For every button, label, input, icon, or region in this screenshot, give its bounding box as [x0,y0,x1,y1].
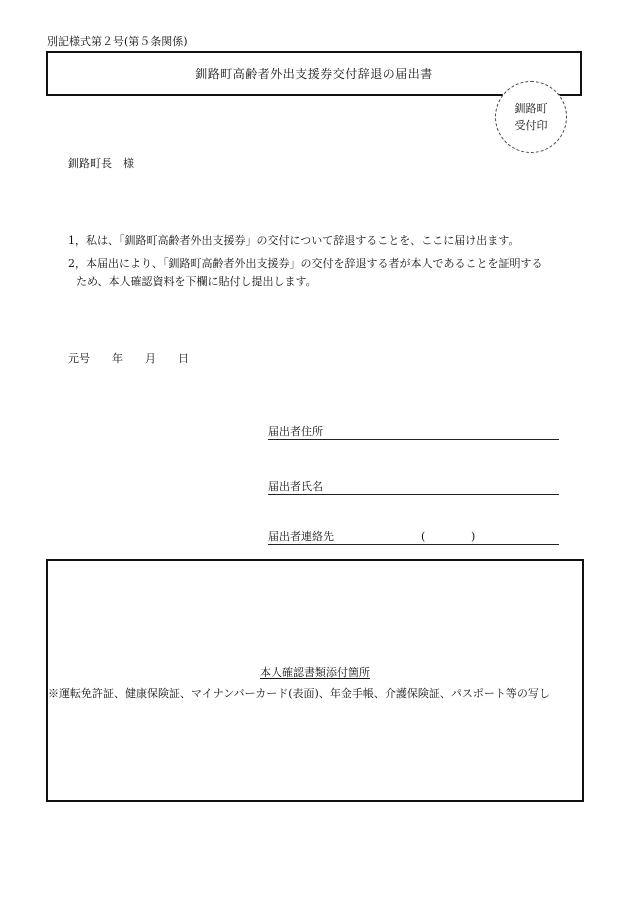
name-field[interactable] [268,480,559,495]
form-number-label: 別記様式第２号(第５条関係) [47,35,188,48]
attachment-title-wrap [0,664,630,680]
attachment-title: 本人確認書類添付箇所 [260,666,370,679]
address-field[interactable] [268,425,559,440]
id-document-attachment-area[interactable] [46,559,584,802]
attachment-note: ※運転免許証、健康保険証、マイナンバーカード(表面)、年金手帳、介護保険証、パスポート等の写し [48,687,550,700]
form-title-box [46,51,582,96]
stamp-line-2: 受付印 [514,119,548,132]
contact-field[interactable] [268,530,559,545]
contact-label: 届出者連絡先 [268,530,334,543]
contact-paren-open: ( [421,530,426,543]
date-line: 元号 年 月 日 [68,352,189,365]
address-label: 届出者住所 [268,425,323,438]
statement-2-line-2: ため、本人確認資料を下欄に貼付し提出します。 [76,275,317,288]
statement-1: 1，私は、「釧路町高齢者外出支援券」の交付について辞退することを、ここに届け出ます。 [68,234,520,247]
contact-paren-close: ) [471,530,476,543]
stamp-line-1: 釧路町 [514,102,548,115]
addressee: 釧路町長 様 [68,157,134,170]
reception-stamp-circle [495,81,567,153]
statement-2 [68,255,588,291]
name-label: 届出者氏名 [268,480,323,493]
statement-2-line-1: 2，本届出により、「釧路町高齢者外出支援券」の交付を辞退する者が本人であることを証明する [68,257,543,270]
form-title: 釧路町高齢者外出支援券交付辞退の届出書 [195,67,433,81]
